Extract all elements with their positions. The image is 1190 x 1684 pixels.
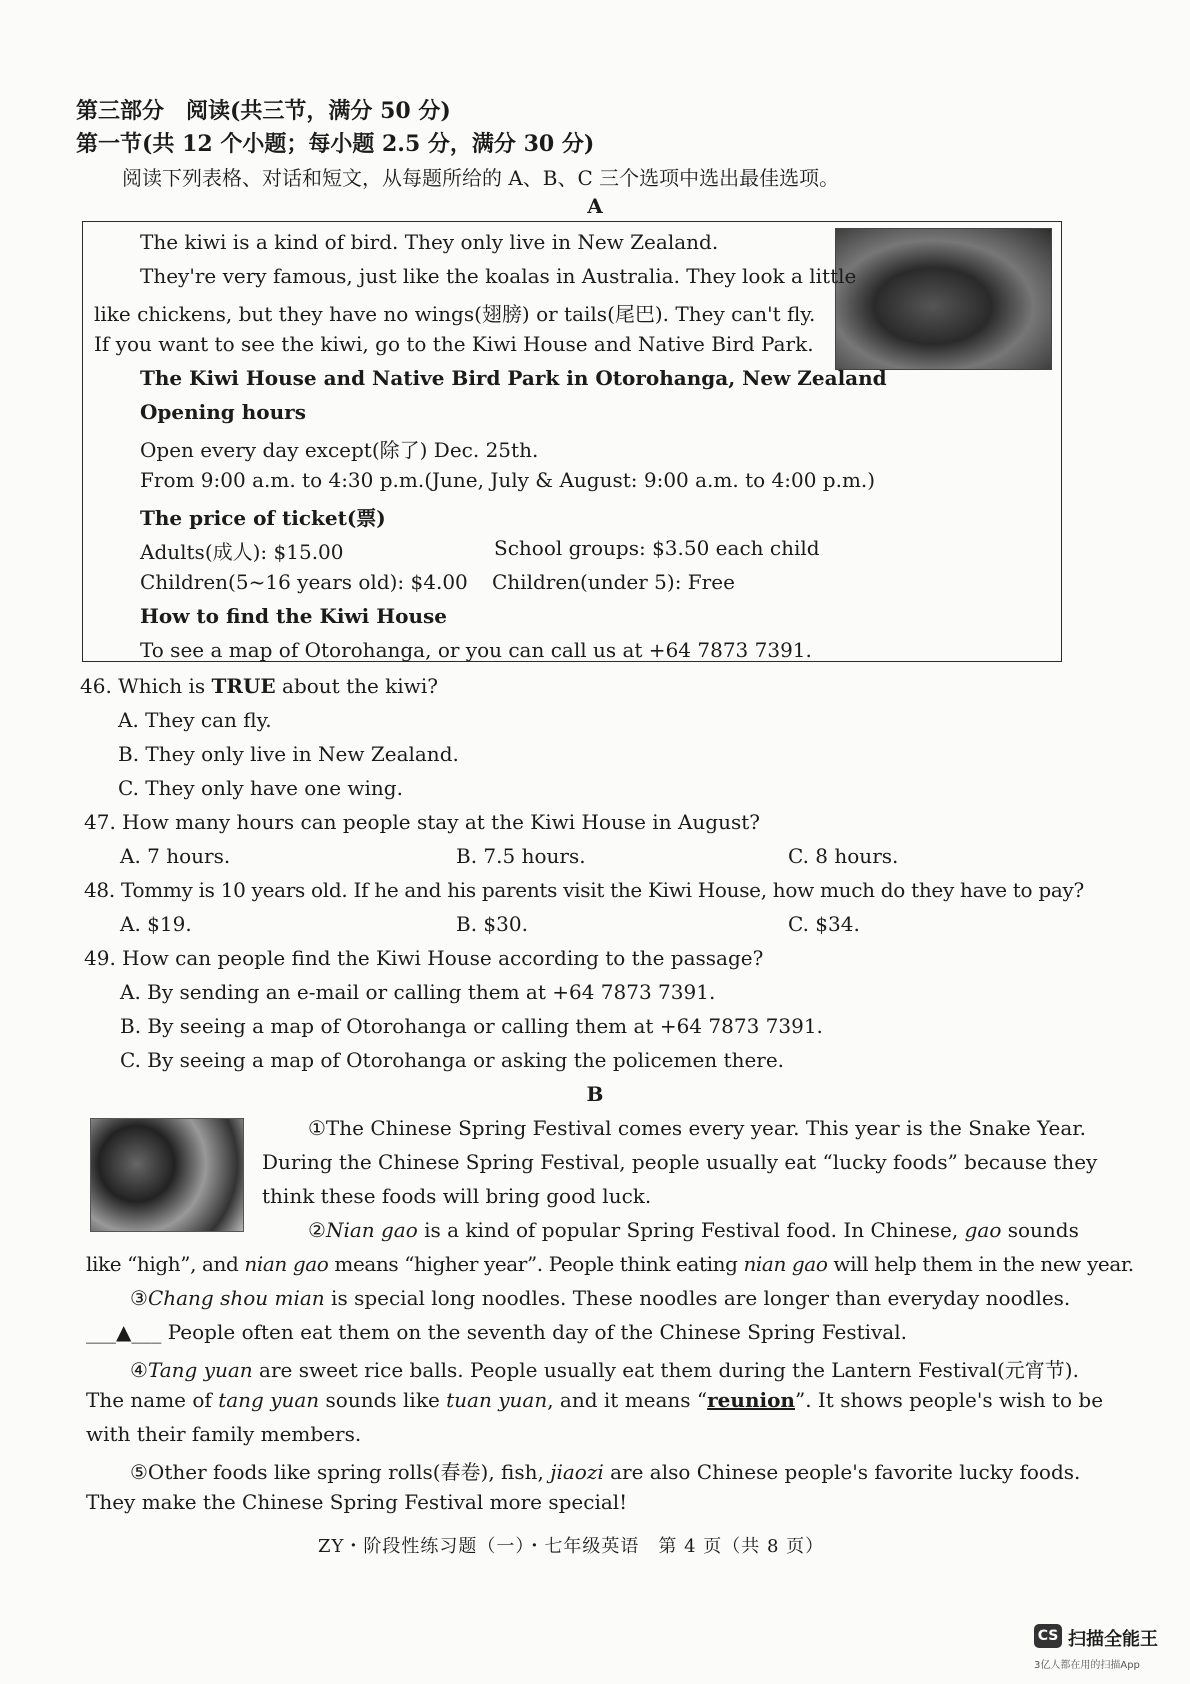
p2-term-nian-gao: Nian gao (325, 1218, 418, 1242)
part-title: 第三部分 阅读(共三节，满分 50 分) (76, 98, 451, 124)
p4-l2-term-2: tuan yuan (446, 1388, 548, 1412)
opening-hours-heading: Opening hours (140, 400, 306, 424)
p2-num: ② (308, 1218, 326, 1242)
p3-term-chang-shou-mian: Chang shou mian (147, 1286, 325, 1310)
p2-l2-text-3: will help them in the new year. (827, 1252, 1134, 1276)
p3-l2-text: People often eat them on the seventh day of the Chinese Spring Festival. (161, 1320, 907, 1344)
opening-hours-line-1: Open every day except(除了) Dec. 25th. (140, 438, 539, 462)
question-48: 48. Tommy is 10 years old. If he and his parents visit the Kiwi House, how much do they have to pay? (84, 878, 1084, 902)
price-heading: The price of ticket(票) (140, 506, 386, 530)
instructions: 阅读下列表格、对话和短文，从每题所给的 A、B、C 三个选项中选出最佳选项。 (122, 166, 840, 190)
watermark-tagline: 3亿人都在用的扫描App (1034, 1660, 1140, 1671)
passage-b-p5-line-2: They make the Chinese Spring Festival more special! (86, 1490, 628, 1514)
p5-text-2: are also Chinese people's favorite lucky foods. (603, 1460, 1081, 1484)
p5-text-1: ⑤Other foods like spring rolls(春卷), fish, (130, 1460, 551, 1484)
answer-blank: ___▲___ (86, 1320, 162, 1344)
passage-b-p2-line-1 (308, 1218, 1079, 1242)
passage-b-p1-line-1: ①The Chinese Spring Festival comes every year. This year is the Snake Year. (308, 1116, 1086, 1140)
passage-b-label: B (586, 1082, 604, 1106)
p2-l2-term-1: nian gao (244, 1252, 329, 1276)
q47-option-b: B. 7.5 hours. (456, 844, 586, 868)
p2-text-2: sounds (1001, 1218, 1079, 1242)
passage-a-line-1: The kiwi is a kind of bird. They only live in New Zealand. (140, 230, 719, 254)
passage-a-line-2: They're very famous, just like the koalas in Australia. They look a little (140, 264, 857, 288)
passage-b-p4-line-3: with their family members. (86, 1422, 362, 1446)
price-adults: Adults(成人): $15.00 (140, 540, 344, 564)
question-46 (80, 674, 438, 698)
passage-a-line-4: If you want to see the kiwi, go to the Kiwi House and Native Bird Park. (94, 332, 814, 356)
p2-l2-text-2: means “higher year”. People think eating (328, 1252, 744, 1276)
reunion-underlined: reunion (707, 1388, 795, 1412)
section-title: 第一节(共 12 个小题；每小题 2.5 分，满分 30 分) (76, 131, 595, 157)
passage-b-p3-line-2 (86, 1320, 907, 1344)
price-children: Children(5~16 years old): $4.00 (140, 570, 468, 594)
watermark-app-name: 扫描全能王 (1068, 1629, 1158, 1650)
p2-term-gao: gao (964, 1218, 1002, 1242)
kiwi-photo (835, 228, 1052, 370)
p4-l2-text-1: The name of (86, 1388, 219, 1412)
q48-option-b: B. $30. (456, 912, 528, 936)
p4-text: are sweet rice balls. People usually eat them during the Lantern Festival(元宵节). (252, 1358, 1079, 1382)
q46-option-b: B. They only live in New Zealand. (118, 742, 459, 766)
q49-option-a: A. By sending an e-mail or calling them at +64 7873 7391. (120, 980, 716, 1004)
p2-l2-term-2: nian gao (743, 1252, 828, 1276)
q47-option-a: A. 7 hours. (120, 844, 231, 868)
q47-option-c: C. 8 hours. (788, 844, 899, 868)
find-text: To see a map of Otorohanga, or you can call us at +64 7873 7391. (140, 638, 812, 662)
passage-b-p3-line-1 (130, 1286, 1070, 1310)
page-footer: ZY・阶段性练习题（一）・七年级英语 第 4 页（共 8 页） (318, 1536, 825, 1557)
find-heading: How to find the Kiwi House (140, 604, 447, 628)
p2-l2-text-1: like “high”, and (86, 1252, 245, 1276)
q46-stem-post: about the kiwi? (275, 674, 438, 698)
p4-l2-text-4: ”. It shows people's wish to be (794, 1388, 1104, 1412)
q46-stem-bold: TRUE (211, 674, 276, 698)
passage-b-p5-line-1 (130, 1456, 1080, 1485)
q48-option-c: C. $34. (788, 912, 860, 936)
passage-b-p4-line-1 (130, 1354, 1079, 1383)
p2-text-1: is a kind of popular Spring Festival food. In Chinese, (417, 1218, 965, 1242)
q46-option-a: A. They can fly. (118, 708, 272, 732)
p4-l2-text-3: , and it means “ (547, 1388, 708, 1412)
passage-b-p2-line-2 (86, 1252, 1134, 1276)
question-49: 49. How can people find the Kiwi House according to the passage? (84, 946, 764, 970)
p3-num: ③ (130, 1286, 148, 1310)
camscanner-logo-icon: CS (1034, 1624, 1062, 1648)
price-school-groups: School groups: $3.50 each child (494, 536, 820, 560)
p5-term-jiaozi: jiaozi (550, 1460, 604, 1484)
passage-a-line-3: like chickens, but they have no wings(翅膀) or tails(尾巴). They can't fly. (94, 302, 816, 326)
opening-hours-line-2: From 9:00 a.m. to 4:30 p.m.(June, July & August: 9:00 a.m. to 4:00 p.m.) (140, 468, 876, 492)
passage-a-label: A (587, 194, 603, 218)
q46-stem-pre: 46. Which is (80, 674, 212, 698)
price-under-5: Children(under 5): Free (492, 570, 735, 594)
q49-option-b: B. By seeing a map of Otorohanga or calling them at +64 7873 7391. (120, 1014, 823, 1038)
passage-b-p4-line-2 (86, 1388, 1103, 1412)
q48-option-a: A. $19. (120, 912, 192, 936)
passage-b-p1-line-2: During the Chinese Spring Festival, people usually eat “lucky foods” because they (262, 1150, 1098, 1174)
passage-b-p1-line-3: think these foods will bring good luck. (262, 1184, 652, 1208)
p4-l2-text-2: sounds like (319, 1388, 447, 1412)
p4-l2-term-1: tang yuan (218, 1388, 320, 1412)
q46-option-c: C. They only have one wing. (118, 776, 403, 800)
p4-term-tang-yuan: Tang yuan (147, 1358, 253, 1382)
park-title: The Kiwi House and Native Bird Park in Otorohanga, New Zealand (140, 366, 887, 390)
question-47: 47. How many hours can people stay at the Kiwi House in August? (84, 810, 760, 834)
lucky-foods-photo (90, 1118, 244, 1232)
p4-num: ④ (130, 1358, 148, 1382)
q49-option-c: C. By seeing a map of Otorohanga or asking the policemen there. (120, 1048, 785, 1072)
p3-text: is special long noodles. These noodles are longer than everyday noodles. (324, 1286, 1071, 1310)
